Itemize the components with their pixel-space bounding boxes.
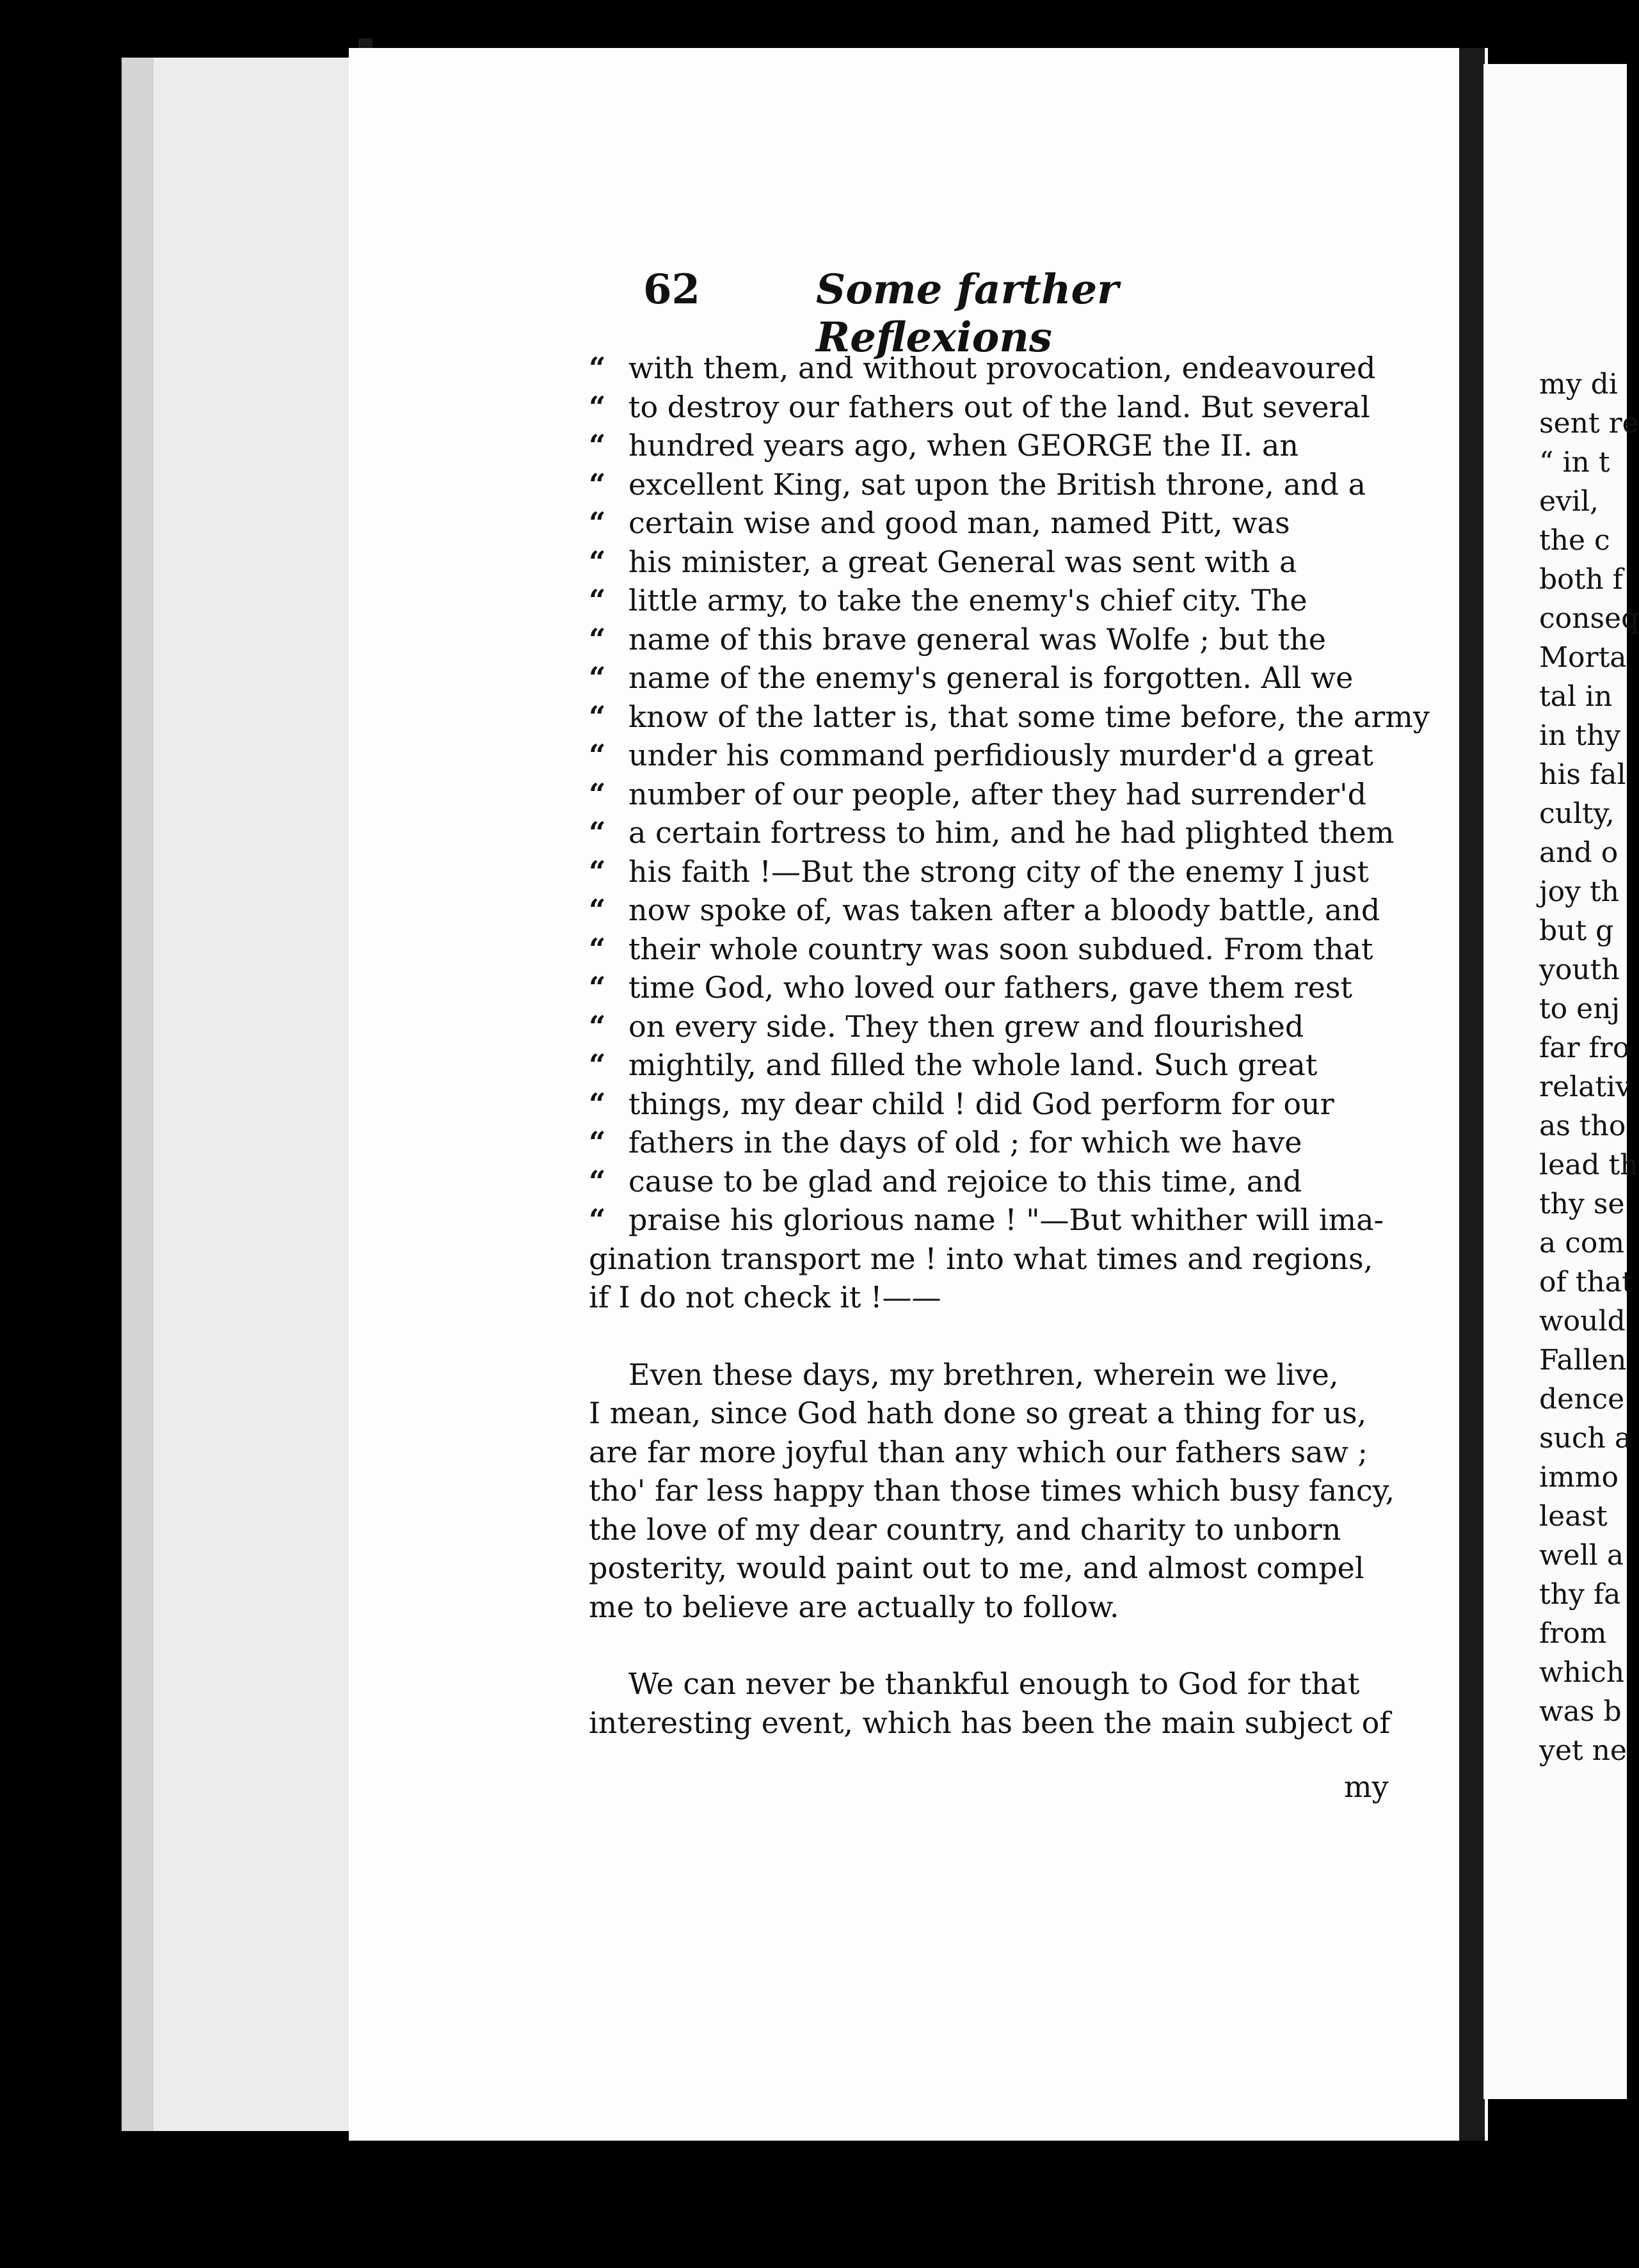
text-line: if I do not check it !—— xyxy=(589,1280,941,1314)
text-line: are far more joyful than any which our fathers saw ; xyxy=(589,1434,1368,1469)
page-body xyxy=(589,349,1434,1742)
paragraph-we-can-never xyxy=(589,1665,1434,1742)
text-line: “ under his command perfidiously murder'd a great xyxy=(589,736,1434,775)
quote-mark: “ xyxy=(589,660,606,695)
facing-text-fragment: both f xyxy=(1539,563,1623,596)
quote-mark: “ xyxy=(589,1048,606,1082)
text-line: We can never be thankful enough to God for that xyxy=(628,1666,1360,1701)
continuation-lines xyxy=(589,1240,1434,1317)
text-line: “ to destroy our fathers out of the land. But several xyxy=(589,388,1434,427)
quote-mark: “ xyxy=(589,621,606,657)
quote-mark: “ xyxy=(589,467,606,502)
facing-text-fragment: evil, xyxy=(1539,485,1599,518)
text-line: “ little army, to take the enemy's chief city. The xyxy=(589,581,1434,620)
facing-text-fragment: immo xyxy=(1539,1461,1619,1494)
facing-text-fragment: youth xyxy=(1539,954,1620,986)
text-line: Even these days, my brethren, wherein we live, xyxy=(628,1357,1339,1392)
facing-page-text xyxy=(1539,365,1639,1770)
quote-mark: “ xyxy=(589,1125,606,1160)
text-line: “ things, my dear child ! did God perform for our xyxy=(589,1085,1434,1124)
text-line: interesting event, which has been the main subject of xyxy=(589,1705,1391,1740)
text-line: “ hundred years ago, when GEORGE the II. an xyxy=(589,426,1434,465)
facing-text-fragment: culty, xyxy=(1539,797,1615,830)
text-line: the love of my dear country, and charity to unborn xyxy=(589,1512,1341,1547)
quote-mark: “ xyxy=(589,1163,606,1199)
quote-mark: “ xyxy=(589,506,606,540)
text-line: “ with them, and without provocation, endeavoured xyxy=(589,349,1434,388)
facing-text-fragment: such a xyxy=(1539,1422,1632,1455)
quote-mark: “ xyxy=(589,931,606,966)
gutter-shadow xyxy=(1459,48,1485,2141)
text-line: posterity, would paint out to me, and almost compel xyxy=(589,1551,1364,1585)
quote-mark: “ xyxy=(589,583,606,618)
facing-text-fragment: lead th xyxy=(1539,1149,1638,1181)
facing-text-fragment: tal in xyxy=(1539,680,1613,713)
quote-mark: “ xyxy=(589,776,606,811)
facing-text-fragment: sent re xyxy=(1539,407,1639,440)
text-line: I mean, since God hath done so great a thing for us, xyxy=(589,1396,1367,1430)
text-line: “ their whole country was soon subdued. From that xyxy=(589,930,1434,969)
quote-mark: “ xyxy=(589,1009,606,1044)
facing-text-fragment: yet ne xyxy=(1539,1734,1627,1767)
facing-text-fragment: to enj xyxy=(1539,993,1620,1025)
facing-text-fragment: well a xyxy=(1539,1539,1624,1572)
quote-mark: “ xyxy=(589,544,606,579)
facing-text-fragment: dence xyxy=(1539,1383,1625,1416)
text-line: “ fathers in the days of old ; for which we have xyxy=(589,1123,1434,1162)
facing-text-fragment: and o xyxy=(1539,836,1619,869)
facing-text-fragment: my di xyxy=(1539,368,1618,401)
page-number: 62 xyxy=(643,266,701,314)
text-line: gination transport me ! into what times and regions, xyxy=(589,1241,1373,1276)
quote-mark: “ xyxy=(589,815,606,850)
facing-text-fragment: Fallen xyxy=(1539,1344,1627,1377)
text-line: tho' far less happy than those times which busy fancy, xyxy=(589,1473,1395,1508)
facing-text-fragment: joy th xyxy=(1539,875,1619,908)
text-line: “ now spoke of, was taken after a bloody battle, and xyxy=(589,891,1434,930)
quote-mark: “ xyxy=(589,699,606,734)
text-line: “ number of our people, after they had surrender'd xyxy=(589,775,1434,814)
facing-text-fragment: thy fa xyxy=(1539,1578,1621,1611)
facing-text-fragment: Morta xyxy=(1539,641,1627,674)
text-line: “ a certain fortress to him, and he had plighted them xyxy=(589,813,1434,852)
page-header xyxy=(643,266,1283,362)
text-line: “ his minister, a great General was sent with a xyxy=(589,543,1434,582)
text-line: “ on every side. They then grew and flourished xyxy=(589,1007,1434,1046)
quoted-passage xyxy=(589,349,1434,1240)
quote-mark: “ xyxy=(589,1086,606,1121)
running-head: Some farther Reflexions xyxy=(816,266,1119,362)
quote-mark: “ xyxy=(589,351,606,385)
facing-text-fragment: as tho xyxy=(1539,1110,1626,1142)
facing-text-fragment: but g xyxy=(1539,914,1614,947)
facing-text-fragment: which xyxy=(1539,1656,1625,1689)
text-line: “ name of this brave general was Wolfe ; but the xyxy=(589,620,1434,659)
quote-mark: “ xyxy=(589,1202,606,1237)
catchword: my xyxy=(1344,1769,1389,1804)
text-line: “ excellent King, sat upon the British throne, and a xyxy=(589,465,1434,504)
text-line: “ mightily, and filled the whole land. Such great xyxy=(589,1046,1434,1085)
text-line: “ name of the enemy's general is forgotten. All we xyxy=(589,659,1434,698)
text-line: “ cause to be glad and rejoice to this time, and xyxy=(589,1162,1434,1201)
quote-mark: “ xyxy=(589,893,606,927)
text-line: “ certain wise and good man, named Pitt, was xyxy=(589,504,1434,543)
facing-text-fragment: was b xyxy=(1539,1695,1622,1728)
facing-text-fragment: would xyxy=(1539,1305,1626,1338)
facing-text-fragment: a com xyxy=(1539,1227,1625,1259)
facing-text-fragment: in thy xyxy=(1539,719,1621,752)
facing-text-fragment: thy se xyxy=(1539,1188,1625,1220)
facing-text-fragment: from xyxy=(1539,1617,1607,1650)
paragraph-even-these-days xyxy=(589,1355,1434,1627)
quote-mark: “ xyxy=(589,970,606,1005)
facing-text-fragment: relativ xyxy=(1539,1071,1631,1103)
quote-mark: “ xyxy=(589,428,606,463)
facing-text-fragment: his fal xyxy=(1539,758,1626,791)
facing-text-fragment: far fro xyxy=(1539,1032,1630,1064)
text-line: “ praise his glorious name ! "—But whither will ima- xyxy=(589,1201,1434,1240)
quote-mark: “ xyxy=(589,389,606,424)
facing-text-fragment: least xyxy=(1539,1500,1608,1533)
text-line: me to believe are actually to follow. xyxy=(589,1589,1119,1624)
text-line: “ his faith !—But the strong city of the enemy I just xyxy=(589,852,1434,891)
text-line: “ know of the latter is, that some time before, the army xyxy=(589,698,1434,737)
quote-mark: “ xyxy=(589,738,606,772)
quote-mark: “ xyxy=(589,854,606,889)
facing-text-fragment: the c xyxy=(1539,524,1610,557)
facing-text-fragment: conseq xyxy=(1539,602,1639,635)
text-line: “ time God, who loved our fathers, gave them rest xyxy=(589,968,1434,1007)
facing-text-fragment: of that xyxy=(1539,1266,1633,1298)
facing-text-fragment: “ in t xyxy=(1539,446,1610,479)
